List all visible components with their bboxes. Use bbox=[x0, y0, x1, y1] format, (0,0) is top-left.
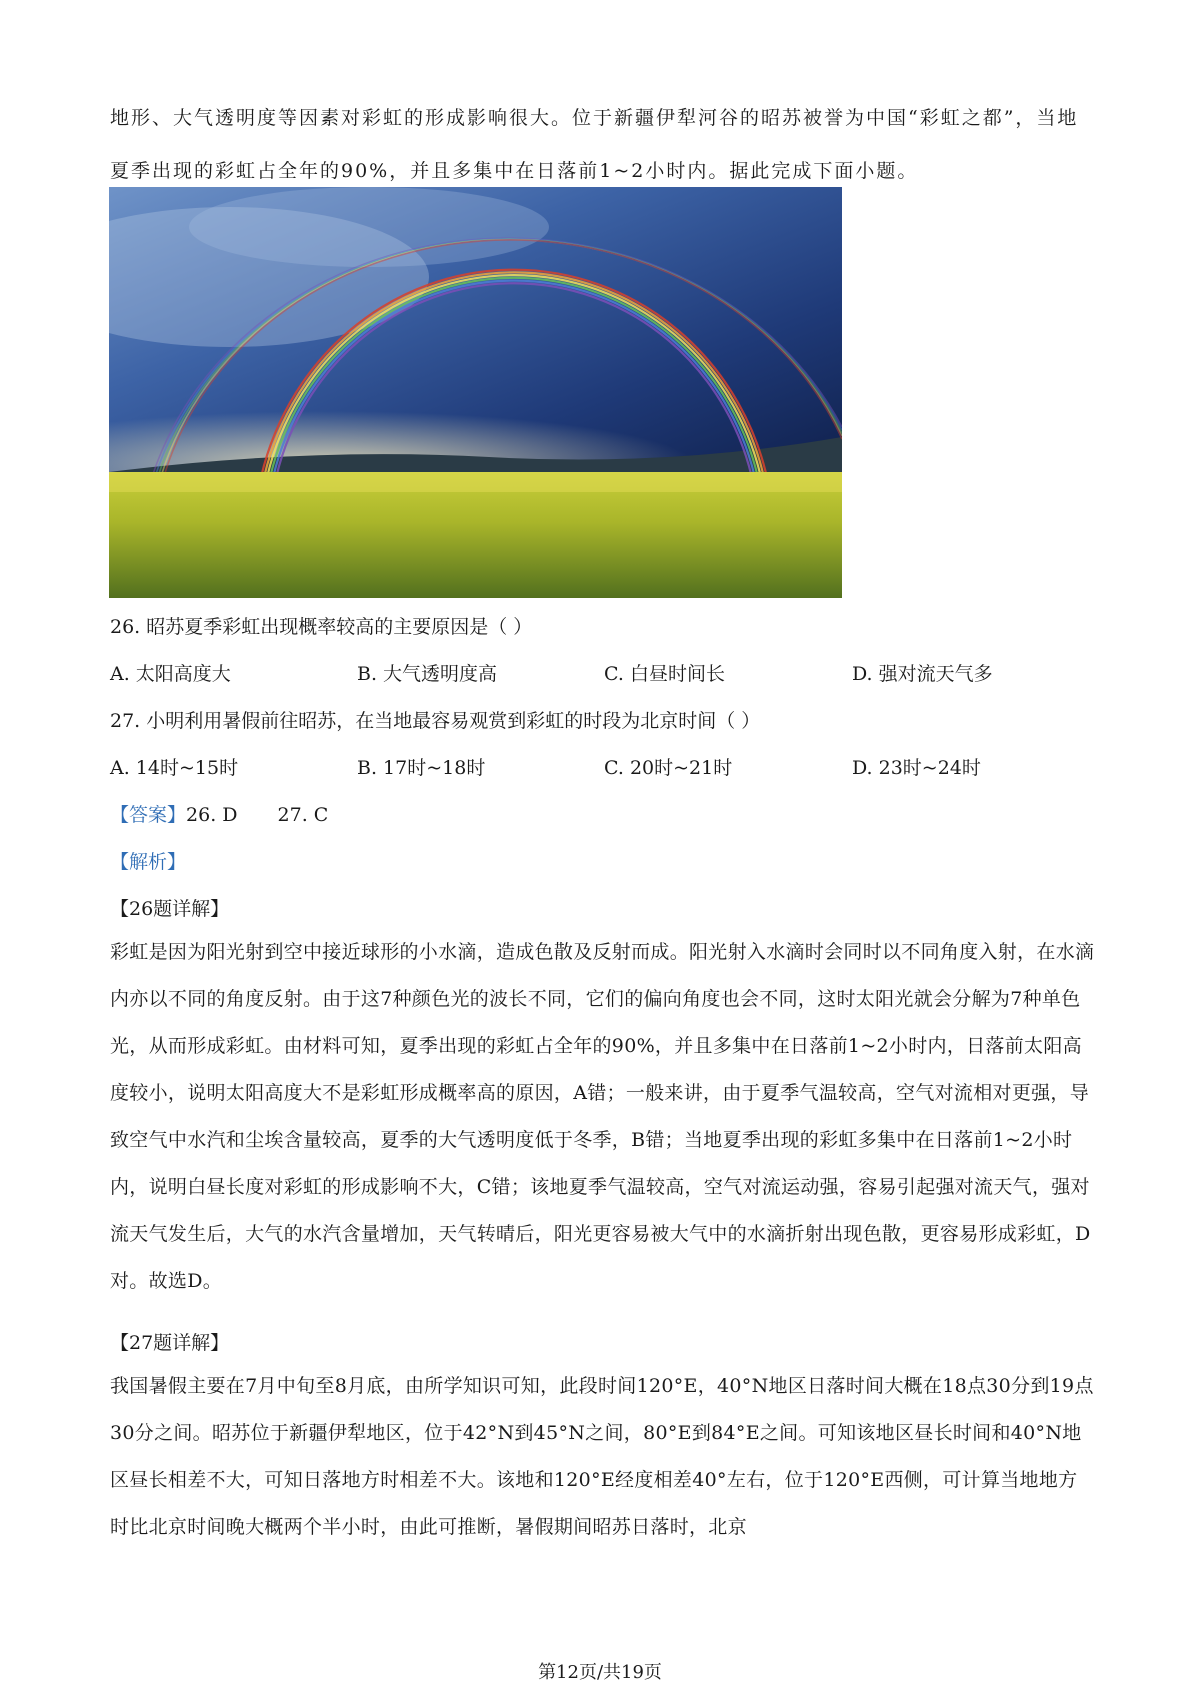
answer-line bbox=[110, 800, 328, 827]
detail-26-heading: 【26题详解】 bbox=[110, 898, 230, 920]
intro-paragraph: 地形、大气透明度等因素对彩虹的形成影响很大。位于新疆伊犁河谷的昭苏被誉为中国“彩虹之都”，当地夏季出现的彩虹占全年的90%，并且多集中在日落前1~2小时内。据此完成下面小题。 bbox=[110, 107, 1079, 182]
answer-26: 26. D bbox=[186, 804, 238, 826]
page-footer: 第12页/共19页 bbox=[538, 1662, 662, 1683]
detail-27-body: 我国暑假主要在7月中旬至8月底，由所学知识可知，此段时间120°E，40°N地区日落时间大概在18点30分到19点30分之间。昭苏位于新疆伊犁地区，位于42°N到45°N之间，80°E到84°E之间。可知该地区昼长时间和40°N地区昼长相差不大，可知日落地方时相差不大。该地和120°E经度相差40°左右，位于120°E西侧，可计算当地地方时比北京时间晚大概两个半小时，由此可推断，暑假期间昭苏日落时，北京 bbox=[110, 1375, 1094, 1538]
detail-27-heading: 【27题详解】 bbox=[110, 1332, 230, 1354]
q26-option-b: B. 大气透明度高 bbox=[357, 663, 498, 685]
q26-option-c: C. 白昼时间长 bbox=[604, 663, 725, 685]
answer-27: 27. C bbox=[277, 804, 329, 826]
answer-label: 【答案】 bbox=[110, 804, 187, 826]
detail-26-body: 彩虹是因为阳光射到空中接近球形的小水滴，造成色散及反射而成。阳光射入水滴时会同时以不同角度入射，在水滴内亦以不同的角度反射。由于这7种颜色光的波长不同，它们的偏向角度也会不同，这时太阳光就会分解为7种单色光，从而形成彩虹。由材料可知，夏季出现的彩虹占全年的90%，并且多集中在日落前1~2小时内，日落前太阳高度较小，说明太阳高度大不是彩虹形成概率高的原因，A错；一般来讲，由于夏季气温较高，空气对流相对更强，导致空气中水汽和尘埃含量较高，夏季的大气透明度低于冬季，B错；当地夏季出现的彩虹多集中在日落前1~2小时内，说明白昼长度对彩虹的形成影响不大，C错；该地夏季气温较高，空气对流运动强，容易引起强对流天气，强对流天气发生后，大气的水汽含量增加，天气转晴后，阳光更容易被大气中的水滴折射出现色散，更容易形成彩虹，D对。故选D。 bbox=[110, 941, 1095, 1292]
question-26-stem: 26. 昭苏夏季彩虹出现概率较高的主要原因是（ ） bbox=[110, 616, 533, 638]
q26-option-a: A. 太阳高度大 bbox=[110, 663, 231, 685]
q27-option-a: A. 14时~15时 bbox=[110, 757, 239, 779]
rainbow-photo bbox=[109, 187, 842, 598]
analysis-label: 【解析】 bbox=[110, 851, 187, 873]
q27-option-c: C. 20时~21时 bbox=[604, 757, 733, 779]
q27-option-d: D. 23时~24时 bbox=[852, 757, 981, 779]
q27-option-b: B. 17时~18时 bbox=[357, 757, 486, 779]
question-27-stem: 27. 小明利用暑假前往昭苏，在当地最容易观赏到彩虹的时段为北京时间（ ） bbox=[110, 710, 761, 732]
q26-option-d: D. 强对流天气多 bbox=[852, 663, 993, 685]
